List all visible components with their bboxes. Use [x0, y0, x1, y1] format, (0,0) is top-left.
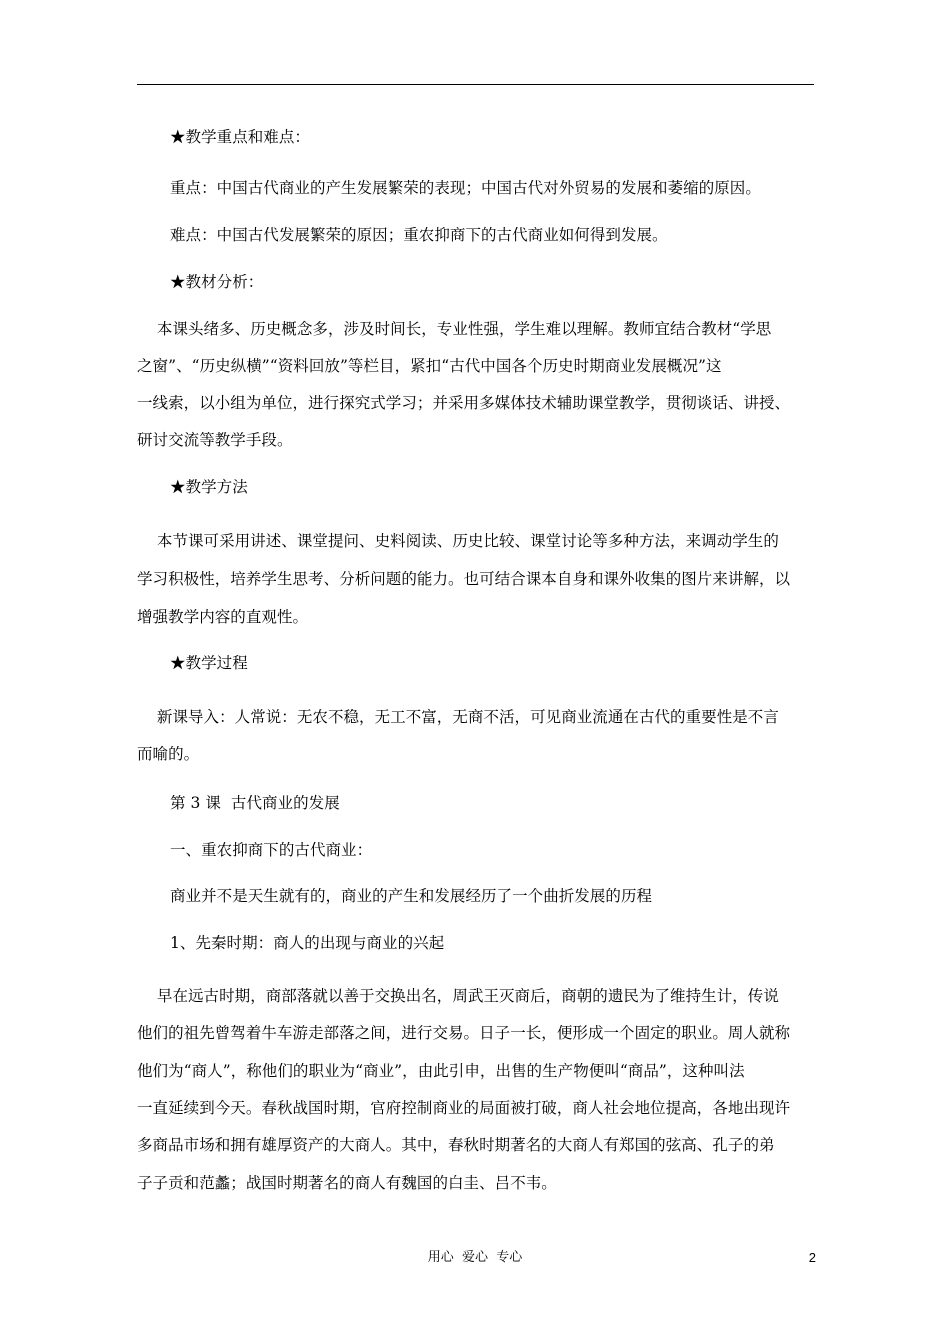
material-paragraph-line: 之窗”、“历史纵横”“资料回放”等栏目，紧扣“古代中国各个历史时期商业发展概况”这: [137, 357, 722, 375]
section-one-intro: 商业并不是天生就有的，商业的产生和发展经历了一个曲折发展的历程: [170, 887, 653, 905]
material-paragraph-line: 一线索，以小组为单位，进行探究式学习；并采用多媒体技术辅助课堂教学，贯彻谈话、讲授、: [137, 394, 791, 412]
footer-motto: 用心 爱心 专心: [427, 1250, 523, 1265]
difficult-points-text: 难点：中国古代发展繁荣的原因；重农抑商下的古代商业如何得到发展。: [170, 226, 668, 244]
subsection-one-paragraph-line: 早在远古时期，商部落就以善于交换出名，周武王灭商后，商朝的遗民为了维持生计，传说: [137, 987, 779, 1005]
method-paragraph-line: 增强教学内容的直观性。: [137, 608, 309, 626]
intro-paragraph-line: 而喻的。: [137, 745, 200, 763]
method-paragraph-line: 本节课可采用讲述、课堂提问、史料阅读、历史比较、课堂讨论等多种方法，来调动学生的: [137, 532, 779, 550]
subsection-one-paragraph-line: 一直延续到今天。春秋战国时期，官府控制商业的局面被打破，商人社会地位提高，各地出现许: [137, 1099, 791, 1117]
method-paragraph-line: 学习积极性，培养学生思考、分析问题的能力。也可结合课本自身和课外收集的图片来讲解，以: [137, 570, 791, 588]
subsection-one-paragraph-line: 子子贡和范蠡；战国时期著名的商人有魏国的白圭、吕不韦。: [137, 1174, 557, 1192]
subsection-one-paragraph-line: 他们的祖先曾驾着牛车游走部落之间，进行交易。日子一长，便形成一个固定的职业。周人就称: [137, 1024, 791, 1042]
method-heading: ★教学方法: [170, 478, 248, 496]
section-one-title: 一、重农抑商下的古代商业：: [170, 841, 373, 859]
material-paragraph-line: 研讨交流等教学手段。: [137, 431, 293, 449]
lesson-title: 第 3 课 古代商业的发展: [170, 794, 340, 812]
subsection-one-paragraph-line: 多商品市场和拥有雄厚资产的大商人。其中，春秋时期著名的大商人有郑国的弦高、孔子的弟: [137, 1136, 775, 1154]
header-rule: [137, 84, 814, 85]
page-number: 2: [808, 1250, 816, 1265]
subsection-one-paragraph-line: 他们为“商人”，称他们的职业为“商业”，由此引申，出售的生产物便叫“商品”，这种叫法: [137, 1062, 745, 1080]
process-heading: ★教学过程: [170, 654, 248, 672]
intro-paragraph-line: 新课导入：人常说：无农不稳，无工不富，无商不活，可见商业流通在古代的重要性是不言: [137, 708, 779, 726]
key-points-text: 重点：中国古代商业的产生发展繁荣的表现；中国古代对外贸易的发展和萎缩的原因。: [170, 179, 761, 197]
key-points-heading: ★教学重点和难点：: [170, 128, 310, 146]
material-heading: ★教材分析：: [170, 273, 264, 291]
material-paragraph-line: 本课头绪多、历史概念多，涉及时间长，专业性强，学生难以理解。教师宜结合教材“学思: [137, 320, 772, 338]
subsection-one-title: 1、先秦时期：商人的出现与商业的兴起: [170, 934, 445, 952]
